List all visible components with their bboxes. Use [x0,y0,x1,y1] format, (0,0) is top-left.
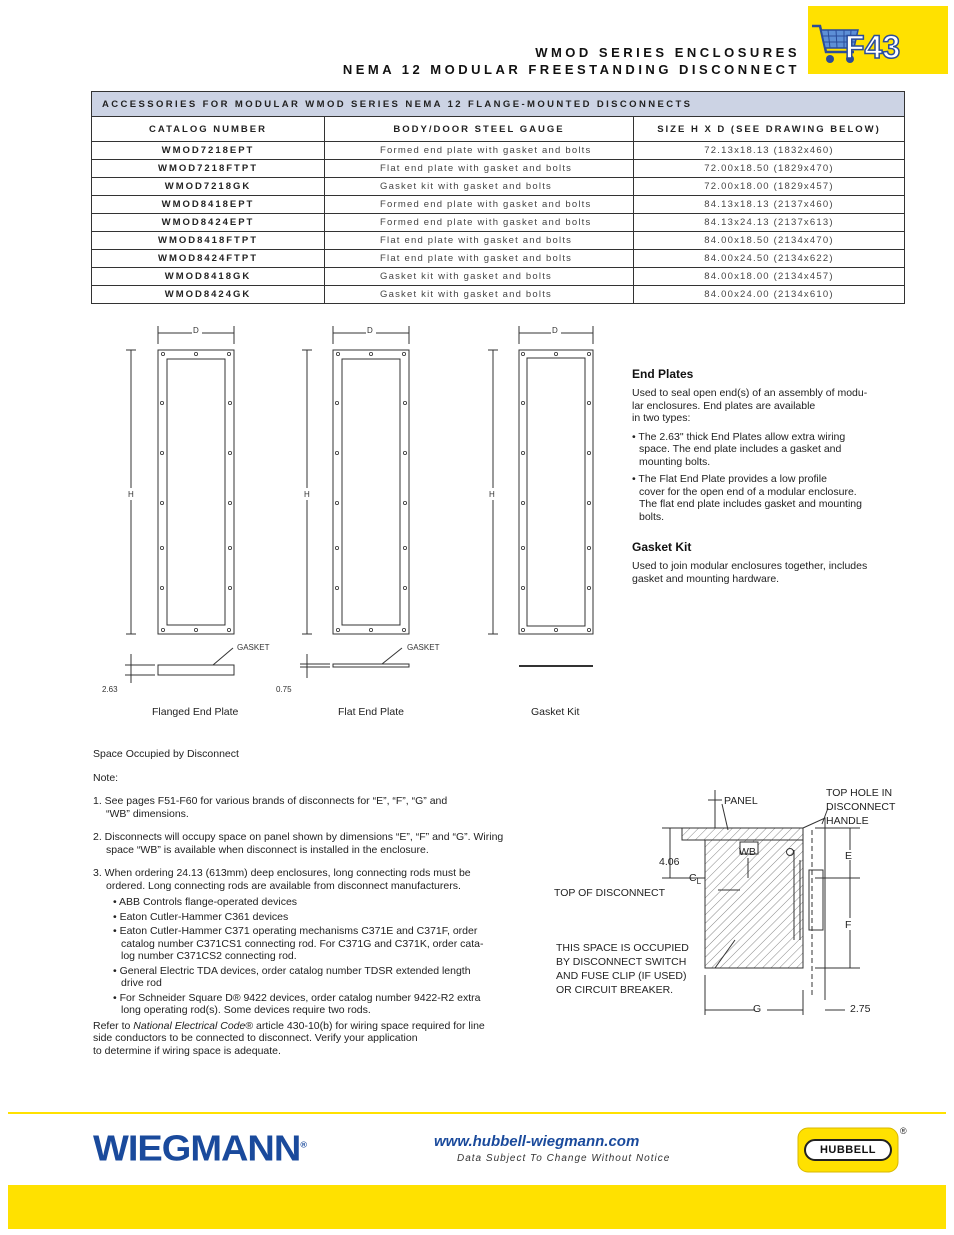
gasket-dim-d: D [552,326,558,335]
dim-g: G [753,1003,762,1015]
occupied-line: BY DISCONNECT SWITCH [556,956,687,968]
nec-ref-text: side conductors to be connected to disconnect. Verify your application [93,1032,418,1044]
size-cell: 84.00x24.00 (2134x610) [634,286,905,304]
note-label: Note: [93,771,119,784]
end-plates-intro: Used to seal open end(s) of an assembly of modu- [632,387,868,399]
centerline-c: C [689,872,697,884]
occupied-line: OR CIRCUIT BREAKER. [556,984,674,996]
size-cell: 72.13x18.13 (1832x460) [634,142,905,160]
catalog-number-cell: WMOD8418GK [92,268,325,286]
table-row [92,142,905,160]
col-header-gauge: BODY/DOOR STEEL GAUGE [325,117,634,142]
title-line-2: NEMA 12 MODULAR FREESTANDING DISCONNECT [342,62,800,77]
end-plates-intro: in two types: [632,412,691,424]
gasket-kit-section [632,540,912,585]
table-row [92,250,905,268]
footer-rule [8,1112,946,1114]
bullet-c371: log number C371CS2 connecting rod. [121,950,297,962]
catalog-number-cell: WMOD8418FTPT [92,232,325,250]
bullet-ge: drive rod [121,977,162,989]
catalog-number-cell: WMOD8424FTPT [92,250,325,268]
gauge-cell: Formed end plate with gasket and bolts [325,196,634,214]
catalog-number-cell: WMOD7218GK [92,178,325,196]
table-row [92,160,905,178]
size-cell: 84.00x18.00 (2134x457) [634,268,905,286]
page-title [343,44,800,78]
table-body [92,142,905,304]
col-header-catalog: CATALOG NUMBER [92,117,325,142]
size-cell: 72.00x18.50 (1829x470) [634,160,905,178]
top-of-disconnect-label: TOP OF DISCONNECT [554,887,666,899]
end-plates-heading: End Plates [632,367,694,381]
gauge-cell: Formed end plate with gasket and bolts [325,214,634,232]
size-cell: 84.13x18.13 (2137x460) [634,196,905,214]
hubbell-wordmark: HUBBELL [819,1144,877,1156]
size-cell: 84.00x18.50 (2134x470) [634,232,905,250]
flanged-caption: Flanged End Plate [152,706,239,718]
table-caption: ACCESSORIES FOR MODULAR WMOD SERIES NEMA 12 FLANGE-MOUNTED DISCONNECTS [92,92,905,117]
gauge-cell: Gasket kit with gasket and bolts [325,268,634,286]
website-link[interactable]: www.hubbell-wiegmann.com [434,1133,640,1150]
flat-caption: Flat End Plate [338,706,404,718]
flanged-dim-d: D [193,326,199,335]
page-number: F43 [845,29,901,65]
nec-reference [93,1020,523,1058]
catalog-number-cell: WMOD8424GK [92,286,325,304]
notes-section [93,748,523,1057]
flanged-dim-h: H [128,490,134,499]
end-plates-bullet-1: space. The end plate includes a gasket and [639,443,842,455]
nec-ref-title: National Electrical Code [133,1019,246,1032]
col-header-size: SIZE H X D (SEE DRAWING BELOW) [634,117,905,142]
occupied-line: THIS SPACE IS OCCUPIED [556,942,689,954]
space-title: Space Occupied by Disconnect [93,748,239,760]
nec-ref-text: Refer to [93,1019,134,1032]
size-cell: 72.00x18.00 (1829x457) [634,178,905,196]
hubbell-reg: ® [900,1126,907,1136]
bullet-abb: • ABB Controls flange-operated devices [113,896,298,908]
panel-label: PANEL [724,795,758,807]
bullet-ge: • General Electric TDA devices, order catalog number TDSR extended length [113,964,471,977]
top-hole-line: DISCONNECT [826,801,896,813]
centerline-label [689,872,701,886]
dim-f: F [845,919,852,931]
end-plates-bullet-2: bolts. [639,510,665,523]
size-cell: 84.13x24.13 (2137x613) [634,214,905,232]
catalog-number-cell: WMOD8424EPT [92,214,325,232]
gasket-kit-heading: Gasket Kit [632,540,692,554]
flanged-thickness: 2.63 [102,685,118,694]
gauge-cell: Flat end plate with gasket and bolts [325,232,634,250]
note-2 [93,831,523,856]
flat-gasket-label: GASKET [407,643,440,652]
title-line-1: WMOD SERIES ENCLOSURES [535,45,800,60]
end-plates-section [632,367,912,523]
table-row [92,196,905,214]
note-3-line: 3. When ordering 24.13 (613mm) deep enclosures, long connecting rods must be [93,867,471,879]
wiegmann-reg: ® [300,1139,306,1150]
gasket-kit-text: Used to join modular enclosures together, includes [632,560,868,572]
note-2-line: 2. Disconnects will occupy space on panel shown by dimensions “E”, “F” and “G”. Wiring [93,831,504,843]
note-3 [93,867,523,892]
gauge-cell: Gasket kit with gasket and bolts [325,178,634,196]
gauge-cell: Flat end plate with gasket and bolts [325,250,634,268]
occupied-space-label [556,941,689,997]
dim-e: E [845,850,853,862]
wiegmann-wordmark: WIEGMANN [93,1129,301,1169]
note-2-line: space “WB” is available when disconnect is installed in the enclosure. [106,843,429,856]
catalog-number-cell: WMOD7218EPT [92,142,325,160]
bullet-c361: • Eaton Cutler-Hammer C361 devices [113,910,289,923]
nec-ref-text: to determine if wiring space is adequate. [93,1044,281,1057]
accessories-table [91,91,905,304]
bullet-c371: catalog number C371CS1 connecting rod. For C371G and C371K, order cata- [121,937,484,950]
catalog-number-cell: WMOD8418EPT [92,196,325,214]
top-hole-line: TOP HOLE IN [826,787,893,799]
flanged-gasket-label: GASKET [237,643,270,652]
nec-ref-text: ® article 430-10(b) for wiring space required for line [245,1019,485,1032]
footer-band [8,1185,946,1229]
gasket-kit-text: gasket and mounting hardware. [632,572,780,585]
bullet-square-d: • For Schneider Square D® 9422 devices, order catalog number 9422-R2 extra [113,991,481,1004]
wb-label: WB [739,846,756,858]
table-row [92,268,905,286]
bullet-square-d: long operating rod(s). Some devices require two rods. [121,1004,371,1016]
end-plate-drawings [95,318,615,723]
end-plates-intro: lar enclosures. End plates are available [632,399,816,412]
occupied-line: AND FUSE CLIP (IF USED) [556,970,687,982]
gasket-dim-h: H [489,490,495,499]
note-3-bullets [93,896,523,1017]
table-row [92,214,905,232]
note-1-line: 1. See pages F51-F60 for various brands of disconnects for “E”, “F”, “G” and [93,795,448,807]
bullet-c371: • Eaton Cutler-Hammer C371 operating mechanisms C371E and C371F, order [113,925,478,937]
end-plates-bullet-1: • The 2.63" thick End Plates allow extra wiring [632,430,846,443]
end-plates-bullet-2: • The Flat End Plate provides a low profile [632,473,827,485]
top-hole-label [826,786,895,828]
note-1-line: “WB” dimensions. [106,807,189,820]
table-row [92,232,905,250]
dim-4-06: 4.06 [659,856,680,868]
end-plates-bullet-2: cover for the open end of a modular enclosure. [639,485,857,498]
wiegmann-logo [93,1129,306,1170]
note-1 [93,795,523,820]
gauge-cell: Gasket kit with gasket and bolts [325,286,634,304]
table-row [92,178,905,196]
table-row [92,286,905,304]
gauge-cell: Formed end plate with gasket and bolts [325,142,634,160]
dim-2-75: 2.75 [850,1003,871,1015]
centerline-l: L [696,877,702,887]
end-plates-bullet-1: mounting bolts. [639,455,711,468]
top-hole-line: HANDLE [826,815,869,827]
flat-dim-h: H [304,490,310,499]
note-3-line: ordered. Long connecting rods are available from disconnect manufacturers. [106,879,461,892]
data-notice: Data Subject To Change Without Notice [457,1153,671,1164]
catalog-number-cell: WMOD7218FTPT [92,160,325,178]
gasket-caption: Gasket Kit [531,706,580,718]
flat-thickness: 0.75 [276,685,292,694]
end-plates-bullet-2: The flat end plate includes gasket and mounting [639,498,862,510]
flat-dim-d: D [367,326,373,335]
gauge-cell: Flat end plate with gasket and bolts [325,160,634,178]
size-cell: 84.00x24.50 (2134x622) [634,250,905,268]
